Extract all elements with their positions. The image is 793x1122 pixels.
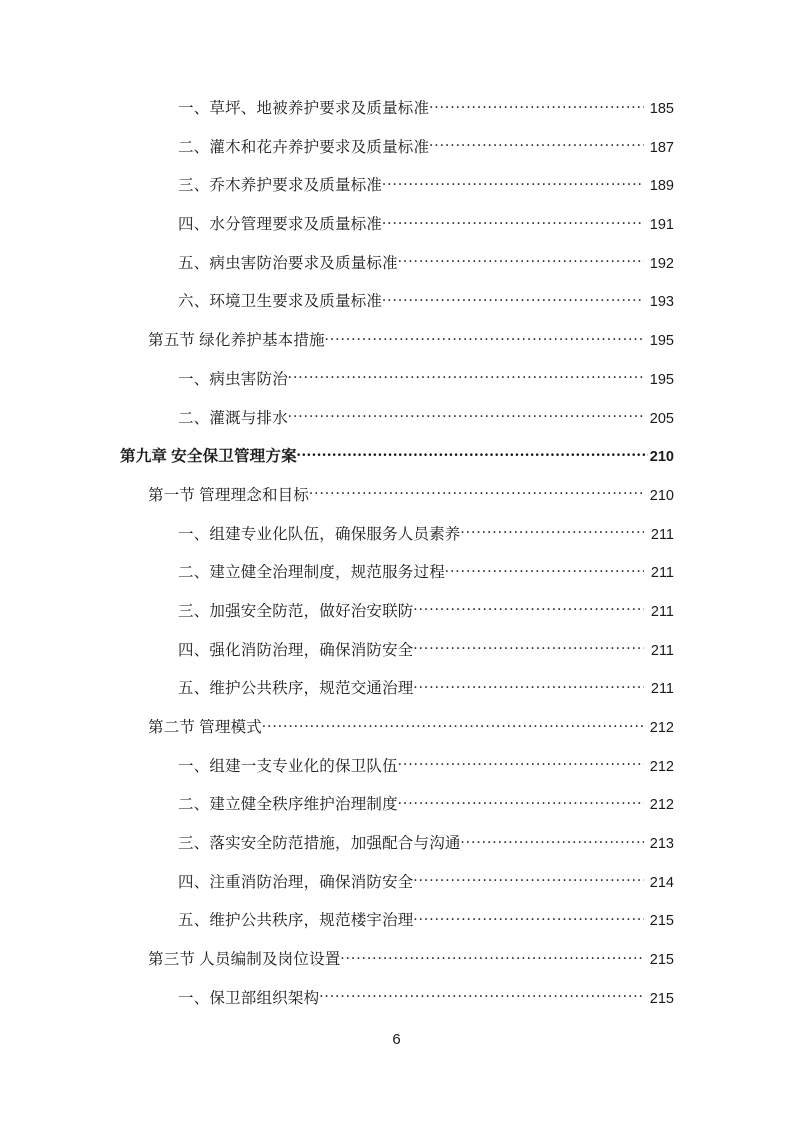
toc-dot-leader <box>461 832 644 848</box>
toc-dot-leader <box>398 793 644 809</box>
toc-dot-leader <box>398 755 644 771</box>
toc-entry-page-number: 212 <box>649 720 674 736</box>
toc-entry-item[interactable] <box>0 908 793 947</box>
toc-entry-item[interactable] <box>0 212 793 251</box>
toc-entry-item[interactable] <box>0 289 793 328</box>
toc-dot-leader <box>414 871 644 887</box>
toc-entry-page-number: 210 <box>649 449 674 466</box>
toc-entry-page-number: 213 <box>649 836 674 853</box>
toc-entry-item[interactable] <box>0 676 793 715</box>
toc-entry-label: 一、组建一支专业化的保卫队伍 <box>178 757 398 775</box>
toc-dot-leader <box>325 329 644 345</box>
toc-dot-leader <box>288 368 644 384</box>
toc-dot-leader <box>382 174 644 190</box>
toc-entry-page-number: 187 <box>649 139 674 156</box>
toc-entry-label: 第二节 管理模式 <box>148 719 262 736</box>
toc-entry-item[interactable] <box>0 135 793 174</box>
toc-dot-leader <box>262 716 644 732</box>
toc-entry-page-number: 192 <box>649 255 674 272</box>
toc-entry-label: 五、维护公共秩序，规范楼宇治理 <box>178 912 414 930</box>
toc-entry-item[interactable] <box>0 831 793 870</box>
toc-entry-page-number: 211 <box>650 603 674 620</box>
toc-entry-page-number: 185 <box>649 101 674 117</box>
toc-entry-label: 一、草坪、地被养护要求及质量标准 <box>178 100 430 117</box>
table-of-contents <box>0 96 793 1025</box>
toc-dot-leader <box>382 213 644 229</box>
toc-dot-leader <box>414 677 644 693</box>
toc-entry-chapter[interactable] <box>0 444 793 483</box>
toc-entry-label: 五、维护公共秩序，规范交通治理 <box>178 680 414 698</box>
toc-entry-page-number: 193 <box>649 294 674 311</box>
toc-entry-item[interactable] <box>0 251 793 290</box>
toc-entry-page-number: 195 <box>649 371 674 388</box>
toc-entry-label: 三、乔木养护要求及质量标准 <box>178 177 383 195</box>
toc-entry-page-number: 211 <box>650 565 674 582</box>
toc-dot-leader <box>429 97 644 113</box>
toc-entry-label: 第九章 安全保卫管理方案 <box>120 448 297 466</box>
toc-entry-section[interactable] <box>0 328 793 367</box>
toc-entry-page-number: 212 <box>649 797 674 814</box>
toc-entry-label: 六、环境卫生要求及质量标准 <box>178 293 383 311</box>
toc-entry-item[interactable] <box>0 792 793 831</box>
toc-entry-label: 一、病虫害防治 <box>178 370 288 388</box>
toc-entry-item[interactable] <box>0 406 793 445</box>
toc-dot-leader <box>309 484 644 500</box>
toc-entry-label: 第五节 绿化养护基本措施 <box>148 332 325 350</box>
toc-dot-leader <box>429 136 644 152</box>
toc-entry-item[interactable] <box>0 638 793 677</box>
toc-entry-label: 第一节 管理理念和目标 <box>148 486 310 504</box>
toc-entry-label: 五、病虫害防治要求及质量标准 <box>178 254 398 272</box>
toc-dot-leader <box>319 987 644 1003</box>
toc-entry-label: 四、水分管理要求及质量标准 <box>178 216 383 234</box>
toc-entry-page-number: 214 <box>649 874 674 891</box>
toc-entry-item[interactable] <box>0 522 793 561</box>
toc-entry-section[interactable] <box>0 715 793 754</box>
toc-entry-item[interactable] <box>0 599 793 638</box>
toc-entry-page-number: 215 <box>649 952 674 969</box>
toc-entry-label: 一、保卫部组织架构 <box>178 989 320 1007</box>
toc-entry-item[interactable] <box>0 754 793 793</box>
toc-entry-page-number: 215 <box>649 990 674 1007</box>
toc-entry-page-number: 195 <box>649 333 674 350</box>
toc-dot-leader <box>414 639 644 655</box>
toc-entry-page-number: 205 <box>649 410 674 427</box>
toc-entry-item[interactable] <box>0 560 793 599</box>
toc-entry-label: 三、落实安全防范措施，加强配合与沟通 <box>178 835 461 853</box>
toc-entry-label: 第三节 人员编制及岗位设置 <box>148 951 341 969</box>
toc-entry-section[interactable] <box>0 483 793 522</box>
toc-entry-section[interactable] <box>0 947 793 986</box>
toc-dot-leader <box>288 407 644 423</box>
toc-entry-item[interactable] <box>0 986 793 1025</box>
toc-entry-label: 四、注重消防治理，确保消防安全 <box>178 873 414 891</box>
toc-entry-label: 二、灌木和花卉养护要求及质量标准 <box>178 138 430 156</box>
toc-entry-item[interactable] <box>0 96 793 135</box>
toc-entry-label: 四、强化消防治理，确保消防安全 <box>178 641 414 659</box>
toc-dot-leader <box>382 290 644 306</box>
toc-entry-label: 三、加强安全防范，做好治安联防 <box>178 602 414 620</box>
toc-dot-leader <box>461 523 644 539</box>
page-number-footer: 6 <box>392 1031 401 1048</box>
toc-entry-label: 二、建立健全秩序维护治理制度 <box>178 796 398 814</box>
toc-entry-page-number: 212 <box>649 758 674 775</box>
toc-entry-item[interactable] <box>0 870 793 909</box>
toc-dot-leader <box>398 252 644 268</box>
toc-entry-page-number: 211 <box>650 642 674 659</box>
toc-entry-page-number: 191 <box>649 217 674 234</box>
toc-entry-page-number: 210 <box>649 487 674 504</box>
toc-entry-label: 二、建立健全治理制度，规范服务过程 <box>178 564 445 582</box>
toc-entry-label: 一、组建专业化队伍，确保服务人员素养 <box>178 525 461 543</box>
toc-entry-label: 二、灌溉与排水 <box>178 409 288 427</box>
toc-entry-page-number: 215 <box>649 913 674 930</box>
toc-entry-item[interactable] <box>0 367 793 406</box>
toc-dot-leader <box>414 909 644 925</box>
toc-dot-leader <box>414 600 644 616</box>
toc-entry-page-number: 211 <box>650 681 674 698</box>
toc-dot-leader <box>445 561 644 577</box>
toc-dot-leader <box>297 445 648 461</box>
toc-dot-leader <box>340 948 644 964</box>
toc-entry-item[interactable] <box>0 173 793 212</box>
toc-entry-page-number: 211 <box>650 526 674 543</box>
toc-entry-page-number: 189 <box>649 178 674 195</box>
